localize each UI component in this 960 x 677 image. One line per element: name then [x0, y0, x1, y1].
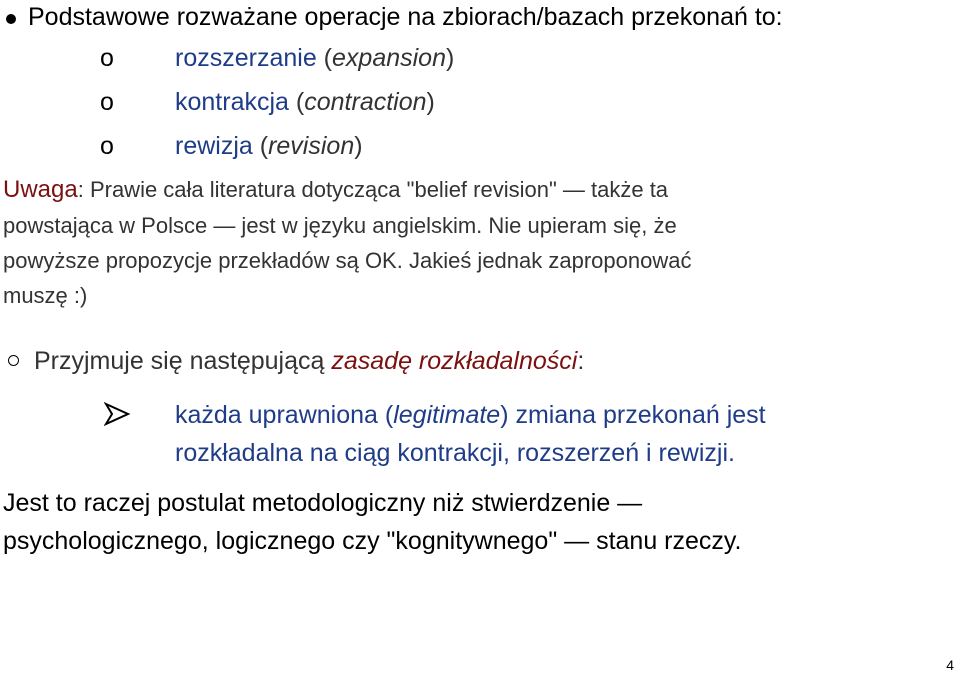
- sub-bullet-o-1: o: [100, 44, 114, 72]
- sub-item-expansion: [175, 43, 454, 73]
- bullet1-line: [0, 0, 960, 36]
- filled-circle-bullet-icon: [6, 14, 16, 24]
- sub-line1-a: każda uprawniona (: [175, 401, 394, 429]
- bullet1-text: Podstawowe rozważane operacje na zbiorach/bazach przekonań to:: [28, 3, 783, 31]
- term-kontrakcja: kontrakcja: [175, 88, 289, 116]
- note-line-1: [3, 176, 668, 204]
- sub-item-revision: [175, 131, 363, 161]
- paren-close: ): [446, 44, 455, 72]
- english-revision: revision: [268, 132, 355, 160]
- sub-item-contraction: [175, 87, 435, 117]
- note-line-4: muszę :): [3, 283, 88, 308]
- bullet2-line: [34, 346, 584, 376]
- paren-open: (: [252, 132, 269, 160]
- conclusion-line-1: Jest to raczej postulat metodologiczny niż stwierdzenie —: [3, 489, 643, 517]
- term-rozszerzanie: rozszerzanie: [175, 44, 317, 72]
- term-rewizja: rewizja: [175, 132, 253, 160]
- sub-bullet-o-3: o: [100, 132, 114, 160]
- bullet2-sub-line-2: rozkładalna na ciąg kontrakcji, rozszerzeń i rewizji.: [175, 439, 735, 467]
- page-number: 4: [946, 657, 954, 673]
- sub-line1-italic: legitimate: [393, 401, 501, 429]
- sub-bullet-o-2: o: [100, 88, 114, 116]
- note-line-3: powyższe propozycje przekładów są OK. Jakieś jednak zaproponować: [3, 248, 692, 273]
- conclusion-line-2: psychologicznego, logicznego czy "kognitywnego" — stanu rzeczy.: [3, 527, 742, 555]
- hollow-circle-bullet-icon: [8, 355, 19, 366]
- paren-close: ): [354, 132, 363, 160]
- paren-close: ): [426, 88, 435, 116]
- arrowhead-outline-icon: [104, 402, 130, 426]
- bullet2-suffix: :: [577, 347, 585, 375]
- sub-line1-b: ) zmiana przekonań jest: [500, 401, 766, 429]
- english-expansion: expansion: [332, 44, 446, 72]
- bullet2-sub-line-1: [175, 400, 766, 430]
- note-text-1: : Prawie cała literatura dotycząca "belief revision" — także ta: [77, 177, 669, 202]
- paren-open: (: [316, 44, 333, 72]
- english-contraction: contraction: [304, 88, 427, 116]
- paren-open: (: [288, 88, 305, 116]
- note-line-2: powstająca w Polsce — jest w języku angielskim. Nie upieram się, że: [3, 213, 677, 238]
- bullet2-prefix: Przyjmuje się następującą: [34, 347, 332, 375]
- bullet2-highlight: zasadę rozkładalności: [331, 347, 578, 375]
- note-label: Uwaga: [3, 176, 78, 203]
